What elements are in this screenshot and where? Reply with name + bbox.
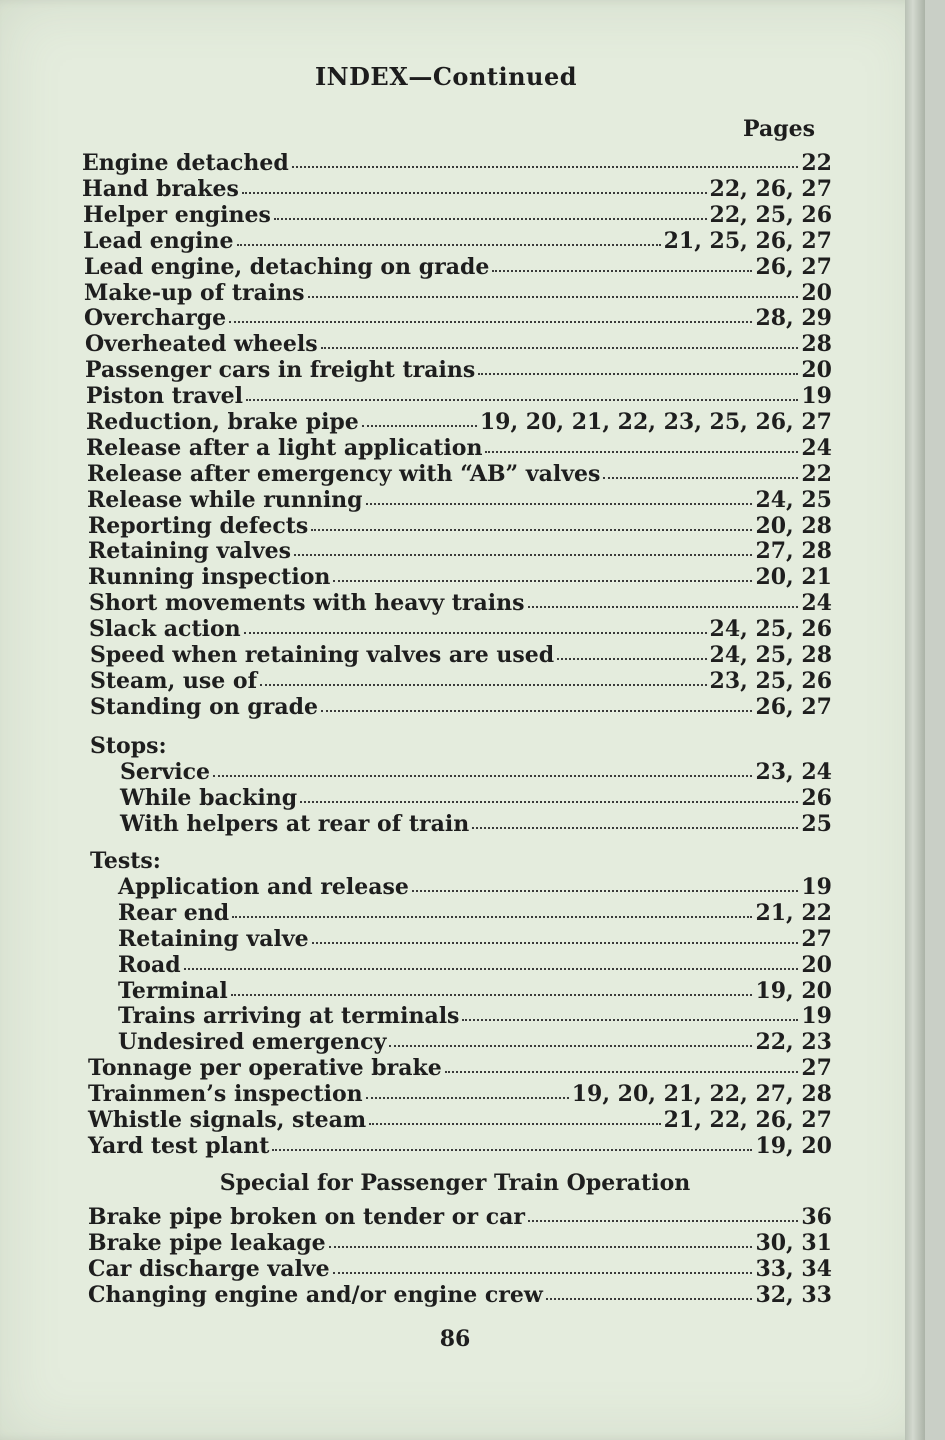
index-entry xyxy=(88,1055,832,1081)
dot-leader xyxy=(321,710,752,712)
entry-pages: 22 xyxy=(801,150,832,176)
dot-leader xyxy=(333,580,752,582)
dot-leader xyxy=(272,1149,752,1151)
entry-label: Application and release xyxy=(118,874,409,900)
tests-entry xyxy=(118,952,832,978)
entry-pages: 20 xyxy=(801,952,832,978)
index-entry xyxy=(85,357,832,383)
entry-label: Hand brakes xyxy=(82,176,239,202)
tests-entry xyxy=(118,1029,832,1055)
entry-label: Tonnage per operative brake xyxy=(88,1055,442,1081)
entry-pages: 19, 20, 21, 22, 23, 25, 26, 27 xyxy=(479,409,832,435)
dot-leader xyxy=(292,166,799,168)
dot-leader xyxy=(366,503,753,505)
entry-pages: 22, 25, 26 xyxy=(709,202,832,228)
dot-leader xyxy=(229,321,752,323)
dot-leader xyxy=(369,1123,660,1125)
entry-pages: 22, 23 xyxy=(755,1029,832,1055)
entry-label: Short movements with heavy trains xyxy=(89,590,525,616)
dot-leader xyxy=(321,347,799,349)
dot-leader xyxy=(362,425,477,427)
entry-pages: 21, 22, 26, 27 xyxy=(663,1107,832,1133)
entry-pages: 21, 25, 26, 27 xyxy=(663,228,832,254)
index-entry xyxy=(88,1133,832,1159)
dot-leader xyxy=(260,684,706,686)
entry-label: Helper engines xyxy=(83,202,271,228)
entry-pages: 19 xyxy=(801,1003,832,1029)
entry-label: Slack action xyxy=(89,616,241,642)
entry-label: Overcharge xyxy=(84,305,227,331)
entry-pages: 30, 31 xyxy=(755,1230,832,1256)
stops-heading: Stops: xyxy=(90,733,167,759)
dot-leader xyxy=(231,994,753,996)
stops-entry xyxy=(120,785,832,811)
entry-label: Passenger cars in freight trains xyxy=(85,357,476,383)
special-entry xyxy=(88,1204,832,1230)
dot-leader xyxy=(472,827,798,829)
entry-label: Standing on grade xyxy=(90,694,319,720)
page-number: 86 xyxy=(439,1326,471,1352)
entry-label: Whistle signals, steam xyxy=(88,1107,367,1133)
index-entry xyxy=(82,176,832,202)
special-section-heading: Special for Passenger Train Operation xyxy=(219,1170,691,1196)
entry-pages: 20, 21 xyxy=(755,564,832,590)
stops-entry xyxy=(120,759,832,785)
dot-leader xyxy=(462,1019,798,1021)
entry-label: Reduction, brake pipe xyxy=(86,409,359,435)
entry-pages: 28, 29 xyxy=(755,305,832,331)
entry-pages: 20 xyxy=(801,357,832,383)
dot-leader xyxy=(244,632,707,634)
entry-label: Lead engine, detaching on grade xyxy=(84,254,490,280)
entry-label: Steam, use of xyxy=(90,668,258,694)
entry-label: Brake pipe leakage xyxy=(88,1230,326,1256)
entry-pages: 19, 20, 21, 22, 27, 28 xyxy=(571,1081,832,1107)
entry-label: Brake pipe broken on tender or car xyxy=(88,1204,525,1230)
dot-leader xyxy=(246,399,798,401)
tests-entry xyxy=(118,874,832,900)
dot-leader xyxy=(485,451,798,453)
dot-leader xyxy=(412,890,798,892)
dot-leader xyxy=(232,916,752,918)
tests-entry xyxy=(118,926,832,952)
index-entry xyxy=(90,668,832,694)
index-entry xyxy=(87,487,832,513)
entry-label: Trainmen’s inspection xyxy=(88,1081,363,1107)
entry-pages: 33, 34 xyxy=(755,1256,832,1282)
entry-pages: 27, 28 xyxy=(755,538,832,564)
tests-heading: Tests: xyxy=(90,848,161,874)
index-entry xyxy=(88,538,832,564)
dot-leader xyxy=(389,1045,752,1047)
entry-pages: 24, 25, 26 xyxy=(709,616,832,642)
dot-leader xyxy=(329,1246,753,1248)
entry-label: Service xyxy=(120,759,211,785)
tests-entry xyxy=(118,900,832,926)
entry-label: Changing engine and/or engine crew xyxy=(88,1282,543,1308)
entry-label: Release after emergency with “AB” valves xyxy=(87,461,601,487)
entry-pages: 22 xyxy=(801,461,832,487)
entry-pages: 23, 24 xyxy=(755,759,832,785)
page-title: INDEX—Continued xyxy=(314,62,578,91)
tests-entry xyxy=(118,1003,832,1029)
entry-pages: 22, 26, 27 xyxy=(709,176,832,202)
index-entry xyxy=(87,461,832,487)
entry-label: Release after a light application xyxy=(86,435,483,461)
dot-leader xyxy=(311,529,752,531)
index-entry xyxy=(86,435,832,461)
dot-leader xyxy=(445,1071,799,1073)
dot-leader xyxy=(546,1298,753,1300)
special-entry xyxy=(88,1230,832,1256)
pages-column-header: Pages xyxy=(743,116,815,142)
entry-pages: 19 xyxy=(801,383,832,409)
entry-label: Speed when retaining valves are used xyxy=(90,642,555,668)
entry-pages: 23, 25, 26 xyxy=(709,668,832,694)
dot-leader xyxy=(184,968,799,970)
entry-label: Road xyxy=(118,952,181,978)
index-entry xyxy=(88,564,832,590)
entry-pages: 28 xyxy=(801,331,832,357)
index-entry xyxy=(84,280,832,306)
entry-label: Piston travel xyxy=(86,383,243,409)
entry-pages: 27 xyxy=(801,926,832,952)
dot-leader xyxy=(237,244,661,246)
entry-label: Make-up of trains xyxy=(84,280,305,306)
entry-pages: 20, 28 xyxy=(755,513,832,539)
dot-leader xyxy=(528,1220,798,1222)
entry-label: Reporting defects xyxy=(88,513,309,539)
dot-leader xyxy=(242,192,707,194)
entry-label: With helpers at rear of train xyxy=(120,811,470,837)
entry-label: Engine detached xyxy=(82,150,289,176)
entry-pages: 27 xyxy=(801,1055,832,1081)
dot-leader xyxy=(478,373,798,375)
index-entry xyxy=(86,409,832,435)
entry-label: Undesired emergency xyxy=(118,1029,387,1055)
index-entry xyxy=(88,1107,832,1133)
entry-pages: 32, 33 xyxy=(755,1282,832,1308)
index-entry xyxy=(84,254,832,280)
entry-label: Retaining valves xyxy=(88,538,292,564)
entry-pages: 26, 27 xyxy=(755,694,832,720)
index-entry xyxy=(90,694,832,720)
entry-label: Release while running xyxy=(87,487,363,513)
entry-label: Running inspection xyxy=(88,564,331,590)
dot-leader xyxy=(492,270,752,272)
index-entry xyxy=(90,642,832,668)
index-entry xyxy=(83,202,832,228)
dot-leader xyxy=(308,296,799,298)
index-entry xyxy=(89,590,832,616)
dot-leader xyxy=(300,801,798,803)
entry-pages: 19 xyxy=(801,874,832,900)
entry-pages: 24 xyxy=(801,590,832,616)
special-entry xyxy=(88,1256,832,1282)
entry-pages: 24 xyxy=(801,435,832,461)
dot-leader xyxy=(366,1097,569,1099)
entry-pages: 19, 20 xyxy=(755,1133,832,1159)
dot-leader xyxy=(528,606,799,608)
dot-leader xyxy=(333,1272,753,1274)
entry-pages: 20 xyxy=(801,280,832,306)
index-entry xyxy=(82,150,832,176)
entry-label: Car discharge valve xyxy=(88,1256,330,1282)
entry-pages: 24, 25, 28 xyxy=(709,642,832,668)
entry-label: Retaining valve xyxy=(118,926,309,952)
entry-label: Trains arriving at terminals xyxy=(118,1003,460,1029)
entry-label: Lead engine xyxy=(83,228,234,254)
entry-pages: 25 xyxy=(801,811,832,837)
index-entry xyxy=(88,1081,832,1107)
entry-pages: 26, 27 xyxy=(755,254,832,280)
entry-label: Overheated wheels xyxy=(85,331,318,357)
dot-leader xyxy=(274,218,707,220)
index-entry xyxy=(84,305,832,331)
tests-entry xyxy=(118,978,832,1004)
dot-leader xyxy=(557,658,706,660)
dot-leader xyxy=(294,554,752,556)
index-entry xyxy=(85,331,832,357)
index-entry xyxy=(89,616,832,642)
dot-leader xyxy=(312,942,799,944)
dot-leader xyxy=(603,477,798,479)
entry-label: Terminal xyxy=(118,978,228,1004)
special-entry xyxy=(88,1282,832,1308)
page-edge xyxy=(905,0,925,1440)
entry-pages: 19, 20 xyxy=(755,978,832,1004)
stops-entry xyxy=(120,811,832,837)
entry-label: While backing xyxy=(120,785,298,811)
entry-pages: 21, 22 xyxy=(755,900,832,926)
entry-pages: 26 xyxy=(801,785,832,811)
index-entry xyxy=(86,383,832,409)
index-entry xyxy=(83,228,832,254)
entry-pages: 24, 25 xyxy=(755,487,832,513)
index-entry xyxy=(88,513,832,539)
entry-pages: 36 xyxy=(801,1204,832,1230)
dot-leader xyxy=(213,775,752,777)
entry-label: Yard test plant xyxy=(88,1133,270,1159)
entry-label: Rear end xyxy=(118,900,230,926)
